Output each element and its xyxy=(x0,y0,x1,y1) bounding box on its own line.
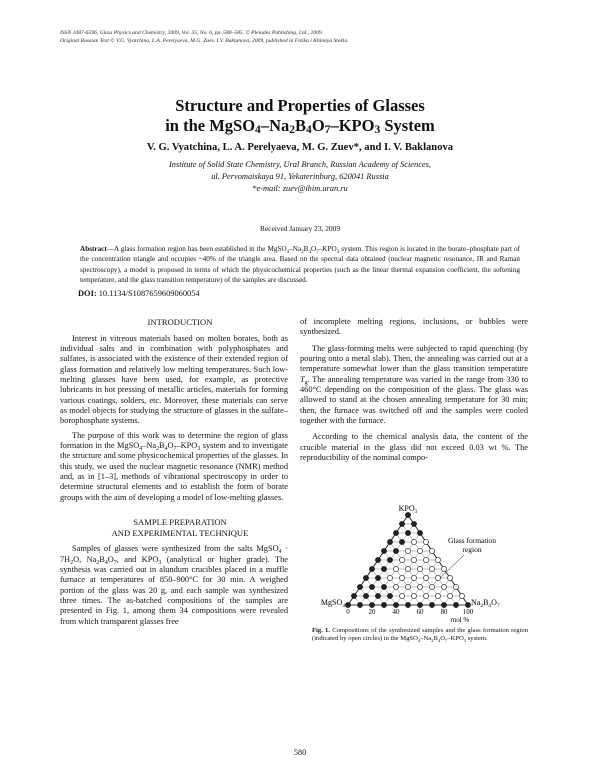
glass-composition-point xyxy=(387,575,392,580)
right-column xyxy=(300,317,528,463)
composition-point xyxy=(393,530,398,535)
glass-composition-point xyxy=(417,566,422,571)
axis-tick-label: 20 xyxy=(368,608,376,616)
journal-header xyxy=(60,30,540,45)
glass-composition-point xyxy=(411,593,416,598)
glass-composition-point xyxy=(441,584,446,589)
glass-composition-point xyxy=(435,593,440,598)
composition-point xyxy=(381,548,386,553)
composition-point xyxy=(393,548,398,553)
glass-composition-point xyxy=(417,548,422,553)
glass-composition-point xyxy=(423,539,428,544)
paper-title-line-1: Structure and Properties of Glasses xyxy=(175,96,425,115)
grid-line xyxy=(360,524,414,605)
grid-line xyxy=(432,578,450,605)
composition-point xyxy=(387,539,392,544)
region-label-line-2: region xyxy=(462,545,482,554)
composition-point xyxy=(417,530,422,535)
glass-composition-point xyxy=(411,575,416,580)
glass-composition-point xyxy=(417,584,422,589)
glass-composition-point xyxy=(405,548,410,553)
figure-1-ternary-diagram xyxy=(300,498,540,623)
glass-composition-point xyxy=(405,566,410,571)
section-heading-sample-prep-2: AND EXPERIMENTAL TECHNIQUE xyxy=(111,527,249,538)
composition-point xyxy=(417,602,422,607)
contact-email[interactable]: *e-mail: zuev@ihim.uran.ru xyxy=(252,184,348,193)
grid-line xyxy=(366,578,384,605)
section-heading-introduction: INTRODUCTION xyxy=(147,317,213,327)
methods-paragraph-2: The glass-forming melts were subjected to rapid quenching (by pouring onto a metal slab). Then, the annealing was carried out at a temperature somewhat lower than the glass transition temperature $T_g$. The annealing temperature was varied in the range from 330 to 460°C depending on the composition of the glass. The glass was allowed to stand at the chosen annealing temperature for 30 min; then, the furnace was switched off and the samples were cooled together with the furnace. xyxy=(300,343,528,426)
affiliation-line-2: ul. Pervomaiskaya 91, Yekaterinburg, 620041 Russia xyxy=(211,172,389,181)
composition-point xyxy=(345,602,350,607)
composition-point xyxy=(441,602,446,607)
composition-point xyxy=(363,575,368,580)
affiliation-line-1: Institute of Solid State Chemistry, Ural Branch, Russian Academy of Sciences, xyxy=(169,160,431,169)
composition-point xyxy=(399,521,404,526)
received-date: Received January 23, 2009 xyxy=(259,224,341,233)
axis-tick-label: 80 xyxy=(440,608,448,616)
composition-point xyxy=(453,602,458,607)
composition-point xyxy=(363,593,368,598)
glass-composition-point xyxy=(411,539,416,544)
composition-point xyxy=(369,602,374,607)
section-heading-sample-prep-1: SAMPLE PREPARATION xyxy=(133,517,227,528)
header-line-1: ISSN 1087-6596, Glass Physics and Chemistry, 2009, Vol. 35, No. 6, pp. 580–585. © Pleiades Publishing, Ltd., 2009. xyxy=(60,30,324,36)
axis-tick-label: 60 xyxy=(416,608,424,616)
apex-label-kpo3: $KPO_3$ xyxy=(398,504,418,515)
composition-point xyxy=(405,602,410,607)
axis-unit: mol % xyxy=(450,616,470,623)
composition-point xyxy=(381,602,386,607)
glass-composition-point xyxy=(459,593,464,598)
composition-point xyxy=(375,593,380,598)
glass-composition-point xyxy=(393,566,398,571)
glass-composition-point xyxy=(447,575,452,580)
methods-paragraph-cont: of incomplete melting regions, inclusions, or bubbles were synthesized. xyxy=(300,317,528,337)
glass-composition-point xyxy=(423,575,428,580)
glass-composition-point xyxy=(435,557,440,562)
axis-tick-label: 40 xyxy=(392,608,400,616)
glass-composition-point xyxy=(399,575,404,580)
composition-point xyxy=(369,584,374,589)
glass-composition-point xyxy=(429,584,434,589)
header-line-2: Original Russian Text © V.G. Vyatchina, L.A. Perelyaeva, M.G. Zuev, I.V. Baklanova, 2009, published in Fizika i Khimiya Stekla. xyxy=(60,37,349,44)
composition-point xyxy=(405,512,410,517)
composition-point xyxy=(375,575,380,580)
axis-tick-label: 100 xyxy=(462,608,474,616)
abstract-label: Abstract xyxy=(80,245,107,253)
glass-composition-point xyxy=(441,566,446,571)
composition-point xyxy=(357,602,362,607)
apex-label-mgso4: MgSO$_4$ xyxy=(320,598,345,609)
composition-point xyxy=(351,593,356,598)
figure-1-caption: Fig. 1. Compositions of the synthesized samples and the glass formation region (indicated by open circles) in the $MgSO_4-Na_2B_4O_7-KPO_3$ system. xyxy=(312,627,528,644)
methods-paragraph-1: Samples of glasses were synthesized from the salts MgSO$_4$ · $7H_2O$, $Na_2B_4O_7$, and $KPO_3$ (analytical or higher grade). The synthesis was carried out in alundum crucibles placed in a muffle furnace at temperatures of 850–900°C for 30 min. A weighed portion of the glass was 20 g, and each sample was synthesized three times. The as-batched compositions of the samples are presented in Fig. 1, among them 34 compositions were revealed from which transparent glasses free xyxy=(60,544,289,626)
glass-composition-point xyxy=(453,584,458,589)
glass-composition-point xyxy=(435,575,440,580)
paper-title-line-2: in the $MgSO_4-Na_2B_4O_7-KPO_3$ System xyxy=(165,116,435,136)
region-label-line-1: Glass formation xyxy=(447,536,497,545)
composition-point xyxy=(381,566,386,571)
axis-ticks xyxy=(346,608,474,616)
abstract: Abstract—A glass formation region has been established in the $MgSO_4-Na_2B_4O_7-KPO_3$ system. This region is located in the borate–phosphate part of the concentration triangle and occupies ~40% of the triangle area. Based on the spectral data obtained (nuclear magnetic resonance, IR and Raman spectroscopy), a model is proposed in terms of which the physicochemical properties (such as the linear thermal expansion coefficient, the softening temperature, and the glass transition temperature) of the samples are discussed. xyxy=(80,245,520,285)
apex-label-na2b4o7: $Na_2B_4O_7$ xyxy=(471,598,500,609)
glass-composition-point xyxy=(423,557,428,562)
composition-point xyxy=(387,557,392,562)
composition-point xyxy=(381,584,386,589)
composition-point xyxy=(429,602,434,607)
glass-composition-point xyxy=(411,557,416,562)
composition-point xyxy=(357,584,362,589)
composition-point xyxy=(375,557,380,562)
composition-point xyxy=(405,530,410,535)
glass-composition-point xyxy=(405,584,410,589)
composition-point xyxy=(369,566,374,571)
methods-paragraph-3: According to the chemical analysis data, the content of the crucible material in the glass did not exceed 0.03 wt %. The reproducibility of the nominal compo- xyxy=(300,432,528,463)
axis-tick-label: 0 xyxy=(346,608,350,616)
ternary-grid xyxy=(354,524,462,605)
page-number: 580 xyxy=(293,748,307,757)
composition-point xyxy=(399,539,404,544)
left-column xyxy=(60,317,288,627)
composition-point xyxy=(411,521,416,526)
doi[interactable]: DOI: 10.1134/S1087659609060054 xyxy=(78,289,200,298)
author-list: V. G. Vyatchina, L. A. Perelyaeva, M. G. Zuev*, and I. V. Baklanova xyxy=(146,142,454,153)
intro-paragraph-2: The purpose of this work was to determine the region of glass formation in the $MgSO_4-Na_2B_4O_7-KPO_3$ system and to investigate the structure and some physicochemical properties of the glasses. In this study, we used the nuclear magnetic resonance (NMR) method and, as in [1–3], methods of vibrational spectroscopy in order to determine structural elements and to establish the form of borate groups with the aim of developing a model of low-melting glasses. xyxy=(60,430,288,502)
composition-point xyxy=(465,602,470,607)
glass-composition-point xyxy=(447,593,452,598)
intro-paragraph-1: Interest in vitreous materials based on molten borates, both as individual salts and in combination with polyphosphates and sulfates, is associated with the existence of their extended region of glass formation and relatively low melting temperatures. Such low-melting glasses have been used, for example, as protective lubricants in hot pressing of metallic articles, materials for forming various coatings, solders, etc. Moreover, these materials can serve as model objects for studying the structure of glasses in the sulfate–borophosphate systems. xyxy=(60,333,288,426)
composition-point xyxy=(387,593,392,598)
composition-point xyxy=(393,602,398,607)
glass-composition-point xyxy=(393,584,398,589)
glass-composition-point xyxy=(399,593,404,598)
glass-composition-point xyxy=(429,566,434,571)
glass-composition-point xyxy=(399,557,404,562)
glass-composition-point xyxy=(429,548,434,553)
glass-composition-point xyxy=(423,593,428,598)
